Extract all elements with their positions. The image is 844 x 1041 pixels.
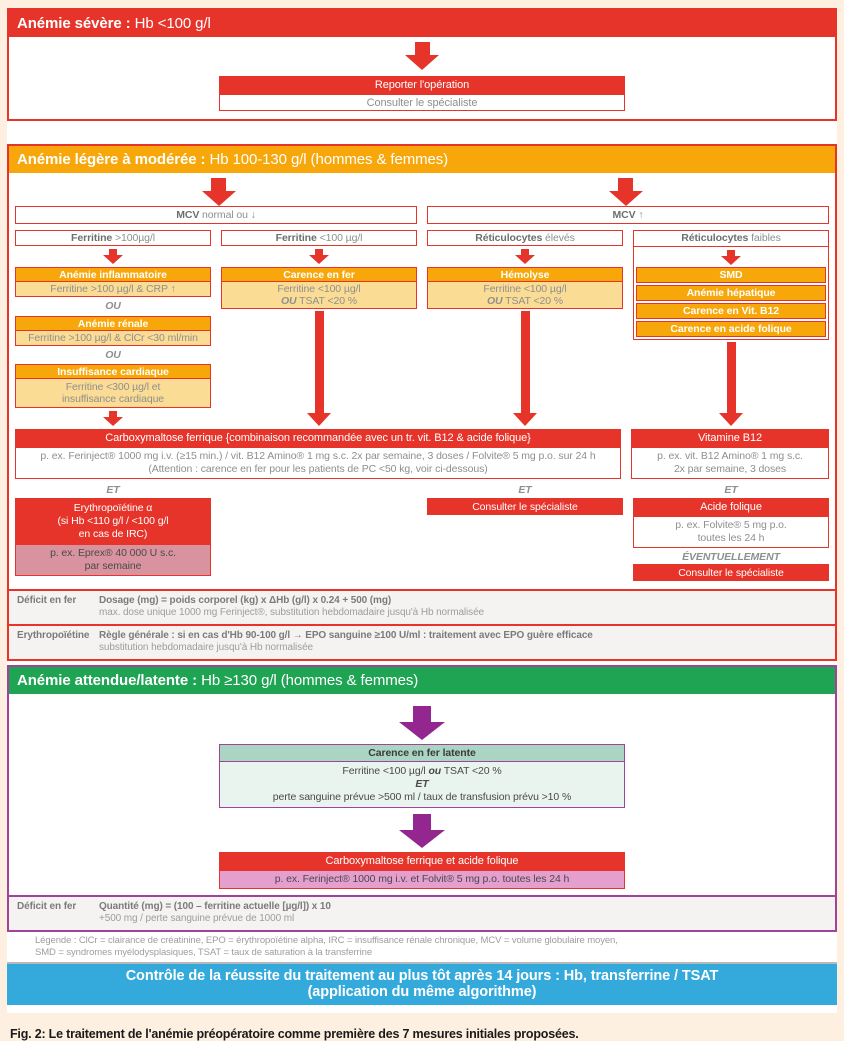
and-label: ET [724,484,738,496]
column-ferritin-high [15,230,211,426]
reticulocytes-low-label [634,231,828,247]
label-term: Réticulocytes [475,232,543,244]
reticulocytes-high-label [427,230,623,246]
treatment-carboxymaltose [15,429,621,479]
posology-line1: p. ex. Ferinject® 1000 mg i.v. (≥15 min.) / vit. B12 Amino® 1 mg s.c. 2x par semaine, 3 doses / Folvite® 5 mg p.o. sur 24 h [40,450,596,462]
footnote-note: +500 mg / perte sanguine prévue de 1000 ml [99,913,295,924]
treatment-title [16,499,210,544]
posology-line2: toutes les 24 h [697,532,765,544]
or-label: OU [105,348,121,361]
criteria-or: OU [280,295,297,307]
footnote-label: Erythropoïétine [17,630,90,641]
treatment-title: Acide folique [634,499,828,516]
treatment-row [15,429,829,479]
diagnosis-list [634,267,828,339]
arrow-down-icon [399,706,445,740]
mcv-label: MCV [176,209,200,221]
ferritin-high-label [15,230,211,246]
empty-slot [221,483,417,581]
arrow-down-icon [721,250,741,265]
criteria-line3: perte sanguine prévue >500 ml / taux de transfusion prévu >10 % [272,791,572,803]
mcv-high-box [427,206,829,224]
diagnosis-title: Anémie rénale [16,317,210,331]
footnote-iron-deficit-latent [9,895,835,930]
ferritin-low-label [221,230,417,246]
section-latent-title: Anémie attendue/latente : [17,672,198,689]
footnote-iron-deficit [9,589,835,624]
consult-slot [427,483,623,581]
reticulocytes-low-group [633,230,829,340]
treatment-posology [16,447,620,478]
diagnosis-title: Insuffisance cardiaque [16,365,210,379]
footnote-label: Déficit en fer [17,595,77,606]
treatment-posology [634,516,828,547]
diagnosis-b12-deficiency: Carence en Vit. B12 [636,303,826,319]
section-moderate-subtitle: Hb 100-130 g/l (hommes & femmes) [205,151,449,168]
epo-line2: (si Hb <110 g/l / <100 g/l [57,515,169,527]
section-moderate-title: Anémie légère à modérée : [17,151,206,168]
defer-operation-box: Reporter l'opération [220,77,624,94]
mcv-condition: normal ou ↓ [199,209,256,221]
diagnosis-cardiac [15,364,211,408]
section-moderate-body [9,173,835,589]
arrow-down-icon [405,42,439,70]
diagnosis-criteria [222,282,416,308]
section-severe-header [9,10,835,37]
diagnosis-criteria [428,282,622,308]
diagnosis-smd: SMD [636,267,826,283]
treatment-title: Carboxymaltose ferrique {combinaison recommandée avec un tr. vit. B12 & acide folique} [16,430,620,447]
footnote-erythropoietin [9,624,835,659]
criteria-line1b: TSAT <20 % [441,765,502,777]
box-criteria [220,762,624,807]
arrow-down-icon [202,178,236,206]
footnote-label: Déficit en fer [17,901,77,912]
control-banner [7,964,837,1005]
arrow-down-icon [609,178,643,206]
epo-line1: Erythropoïétine α [73,502,153,514]
treatment-folic-acid [633,498,829,548]
footnote-formula: Dosage (mg) = poids corporel (kg) x ΔHb (g/l) x 0.24 + 500 (mg) [99,595,392,606]
epo-slot [15,483,211,581]
section-severe-anemia [7,8,837,121]
footnote-note: substitution hebdomadaire jusqu'à Hb normalisée [99,642,314,653]
diagnosis-columns [15,230,829,426]
treatment-carboxymaltose-folate [219,852,625,889]
and-label: ET [106,484,120,496]
label-value: >100µg/l [112,232,155,244]
footnote-note: max. dose unique 1000 mg Ferinject®, substitution hebdomadaire jusqu'à Hb normalisée [99,607,484,618]
epo-line3: en cas de IRC) [78,528,148,540]
arrow-down-icon [513,311,537,426]
footnote-formula: Quantité (mg) = (100 – ferritine actuelle [µg/l]) x 10 [99,901,331,912]
diagnosis-title: Hémolyse [428,268,622,282]
label-term: Ferritine [275,232,317,244]
or-label: OU [105,300,121,313]
column-reticulocytes-low [633,230,829,426]
diagnosis-iron-deficiency [221,267,417,309]
diagnosis-renal [15,316,211,346]
treatment-erythropoietin [15,498,211,576]
section-latent-anemia [7,665,837,932]
arrow-down-icon [309,249,329,264]
criteria-or: ou [428,765,442,777]
section-severe-subtitle: Hb <100 g/l [130,15,211,32]
criteria-line1: Ferritine <100 µg/l [342,765,429,777]
legend [7,932,837,964]
folate-slot [633,483,829,581]
figure-caption: Fig. 2: Le traitement de l'anémie préopératoire comme première des 7 mesures initiales proposées. [10,1027,579,1041]
posology-line1: p. ex. Folvite® 5 mg p.o. [675,519,787,531]
posology-line2: 2x par semaine, 3 doses [673,463,787,475]
label-value: élevés [542,232,575,244]
arrow-down-icon [103,411,123,426]
column-ferritin-low [221,230,417,426]
treatment-posology [16,544,210,575]
column-reticulocytes-high [427,230,623,426]
severe-action-box [219,76,625,111]
consult-specialist-box: Consulter le spécialiste [220,94,624,110]
arrow-down-icon [399,814,445,848]
diagnosis-title: Carence en fer [222,268,416,282]
mcv-branch-row [15,206,829,224]
treatment-posology [632,447,828,478]
diagnosis-inflammatory [15,267,211,297]
footnote-formula: Règle générale : si en cas d'Hb 90-100 g/l → EPO sanguine ≥100 U/ml : traitement avec EPO guère efficace [99,630,593,641]
section-latent-subtitle: Hb ≥130 g/l (hommes & femmes) [197,672,419,689]
posology-line1: p. ex. Eprex® 40 000 U s.c. [50,547,176,559]
posology-line2: par semaine [84,560,142,572]
eventually-label: ÉVENTUELLEMENT [682,551,780,563]
section-moderate-header [9,146,835,173]
label-term: Réticulocytes [681,232,749,244]
section-latent-body [9,694,835,895]
footnote-text [99,630,593,654]
arrow-down-icon [103,249,123,264]
diagnosis-criteria: Ferritine >100 µg/l & CRP ↑ [16,282,210,296]
diagnosis-criteria: Ferritine >100 µg/l & ClCr <30 ml/min [16,331,210,345]
arrow-down-icon [515,249,535,264]
criteria-and: ET [415,778,429,790]
label-value: faibles [748,232,781,244]
posology-line2: (Attention : carence en fer pour les patients de PC <50 kg, voir ci-dessous) [148,463,488,475]
diagnosis-folate-deficiency: Carence en acide folique [636,321,826,337]
mcv-label: MCV [612,209,636,221]
criteria-line2: TSAT <20 % [502,295,564,307]
treatment-posology: p. ex. Ferinject® 1000 mg i.v. et Folvit® 5 mg p.o. toutes les 24 h [220,870,624,888]
and-label: ET [518,484,532,496]
label-term: Ferritine [71,232,113,244]
latent-iron-deficiency-box [219,744,625,808]
diagnosis-title: Anémie inflammatoire [16,268,210,282]
mcv-condition: ↑ [635,209,644,221]
section-latent-header [9,667,835,694]
banner-line2: (application du même algorithme) [307,984,537,1000]
mcv-normal-box [15,206,417,224]
treatment-title: Carboxymaltose ferrique et acide folique [220,853,624,870]
box-title: Carence en fer latente [220,745,624,762]
diagnosis-hepatic: Anémie hépatique [636,285,826,301]
diagnosis-hemolysis [427,267,623,309]
criteria-line1: Ferritine <100 µg/l [483,283,567,295]
arrow-down-icon [307,311,331,426]
footnote-text [99,595,484,619]
criteria-line1: Ferritine <100 µg/l [277,283,361,295]
legend-line1: Légende : ClCr = clairance de créatinine, EPO = érythropoïétine alpha, IRC = insuffisance rénale chronique, MCV = volume globulaire moyen, [35,935,618,946]
consult-specialist-box: Consulter le spécialiste [633,564,829,581]
consult-specialist-box: Consulter le spécialiste [427,498,623,515]
footnote-text [99,901,331,925]
branch-arrows-row [15,178,829,206]
arrow-container [634,247,828,267]
diagnosis-criteria: Ferritine <300 µg/l et insuffisance cardiaque [16,379,210,407]
treatment-title: Vitamine B12 [632,430,828,447]
section-gap [7,121,837,144]
criteria-or: OU [486,295,503,307]
section-severe-title: Anémie sévère : [17,15,131,32]
arrow-down-icon [719,342,743,426]
treatment-vitamin-b12 [631,429,829,479]
label-value: <100 µg/l [316,232,363,244]
adjunct-treatments-row [15,483,829,581]
section-mild-moderate-anemia [7,144,837,661]
legend-line2: SMD = syndromes myélodysplasiques, TSAT = taux de saturation à la transferrine [35,947,373,958]
section-severe-body [9,37,835,119]
posology-line1: p. ex. vit. B12 Amino® 1 mg s.c. [657,450,803,462]
banner-line1: Contrôle de la réussite du traitement au plus tôt après 14 jours : Hb, transferrine / TSAT [125,968,719,984]
figure-canvas [7,8,837,1013]
criteria-line2: TSAT <20 % [296,295,358,307]
